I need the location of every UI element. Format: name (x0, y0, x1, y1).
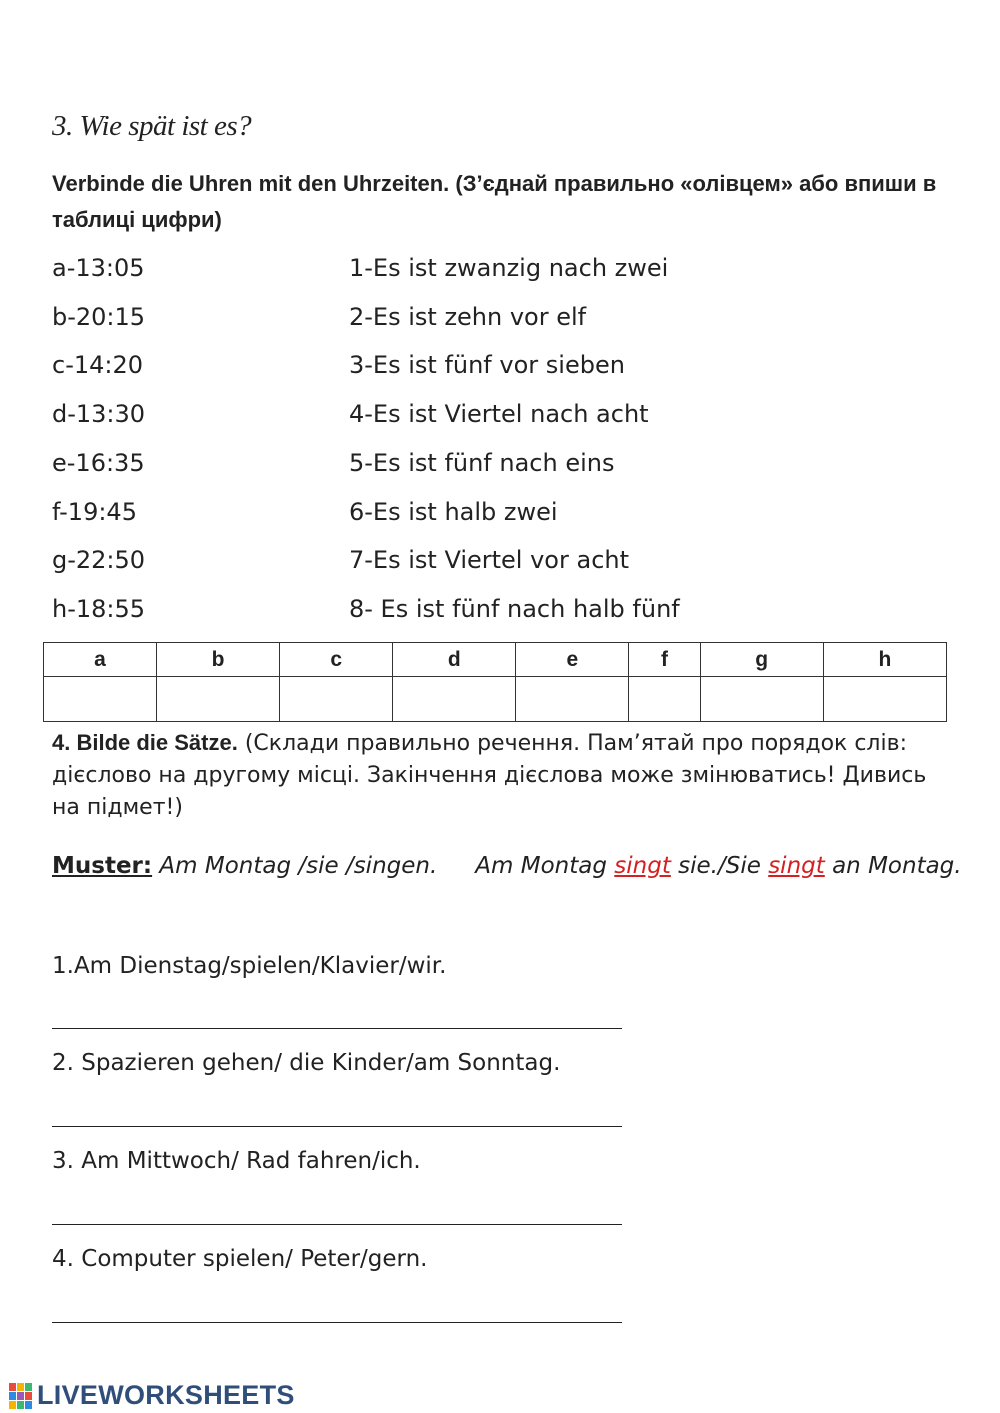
exercise-prompt: 2. Spazieren gehen/ die Kinder/am Sonntag. (52, 1050, 561, 1076)
exercise-prompt: 4. Computer spielen/ Peter/gern. (52, 1246, 428, 1272)
answer-cell-f[interactable] (629, 677, 700, 722)
time-phrase: 8- Es ist fünf nach halb fünf (349, 595, 680, 623)
muster-prompt: Am Montag /sie /singen. (152, 853, 438, 879)
match-row (52, 595, 952, 635)
table-header-cell: g (700, 643, 823, 677)
answer-cell-g[interactable] (700, 677, 823, 722)
match-row (52, 254, 952, 294)
muster-verb: singt (614, 853, 671, 879)
time-label: h-18:55 (52, 595, 146, 623)
time-phrase: 7-Es ist Viertel vor acht (349, 546, 630, 574)
liveworksheets-logo-icon (8, 1381, 34, 1411)
time-phrase: 3-Es ist fünf vor sieben (349, 351, 625, 379)
answer-line[interactable] (52, 1224, 622, 1225)
answer-cell-e[interactable] (516, 677, 629, 722)
time-phrase: 5-Es ist fünf nach eins (349, 449, 615, 477)
time-label: c-14:20 (52, 351, 144, 379)
table-header-cell: b (157, 643, 280, 677)
muster-answer-part: sie./Sie (670, 853, 769, 879)
table-header-cell: c (280, 643, 393, 677)
answer-cell-h[interactable] (823, 677, 946, 722)
exercise-prompt: 1.Am Dienstag/spielen/Klavier/wir. (52, 953, 447, 979)
logo-text: LIVEWORKSHEETS (37, 1380, 295, 1410)
answer-cell-b[interactable] (157, 677, 280, 722)
table-header-cell: e (516, 643, 629, 677)
time-label: e-16:35 (52, 449, 145, 477)
match-row (52, 351, 952, 391)
match-row (52, 498, 952, 538)
match-row (52, 546, 952, 586)
time-label: g-22:50 (52, 546, 146, 574)
section-4-header (52, 727, 932, 824)
section-4-instruction: (Склади правильно речення. Пам’ятай про порядок слів: дієслово на другому місці. Закінчення дієслова може змінюватись! Дивись на підмет!) (52, 731, 927, 820)
time-label: d-13:30 (52, 400, 146, 428)
muster-answer-part: an Montag. (824, 853, 962, 879)
muster-answer-part: Am Montag (475, 853, 615, 879)
time-phrase: 6-Es ist halb zwei (349, 498, 558, 526)
table-header-cell: d (393, 643, 516, 677)
time-label: f-19:45 (52, 498, 137, 526)
exercise-prompt: 3. Am Mittwoch/ Rad fahren/ich. (52, 1148, 421, 1174)
section-4-title: 4. Bilde die Sätze. (52, 730, 238, 755)
time-label: a-13:05 (52, 254, 145, 282)
muster-label: Muster: (52, 853, 153, 879)
table-header-cell: a (44, 643, 157, 677)
section-3-instruction: Verbinde die Uhren mit den Uhrzeiten. (З’єднай правильно «олівцем» або впиши в таблиці цифри) (52, 171, 937, 232)
muster-example (52, 853, 962, 879)
match-row (52, 303, 952, 343)
table-header-cell: f (629, 643, 700, 677)
liveworksheets-logo[interactable] (8, 1380, 295, 1411)
section-3-title: 3. Wie spät ist es? (52, 110, 252, 142)
time-phrase: 1-Es ist zwanzig nach zwei (349, 254, 669, 282)
answer-cell-a[interactable] (44, 677, 157, 722)
time-phrase: 4-Es ist Viertel nach acht (349, 400, 649, 428)
answer-cell-c[interactable] (280, 677, 393, 722)
match-row (52, 400, 952, 440)
answer-cell-d[interactable] (393, 677, 516, 722)
match-row (52, 449, 952, 489)
table-header-cell: h (823, 643, 946, 677)
time-label: b-20:15 (52, 303, 146, 331)
answer-line[interactable] (52, 1028, 622, 1029)
answer-line[interactable] (52, 1322, 622, 1323)
time-phrase: 2-Es ist zehn vor elf (349, 303, 587, 331)
answer-line[interactable] (52, 1126, 622, 1127)
answer-table (43, 642, 947, 722)
muster-verb: singt (768, 853, 825, 879)
